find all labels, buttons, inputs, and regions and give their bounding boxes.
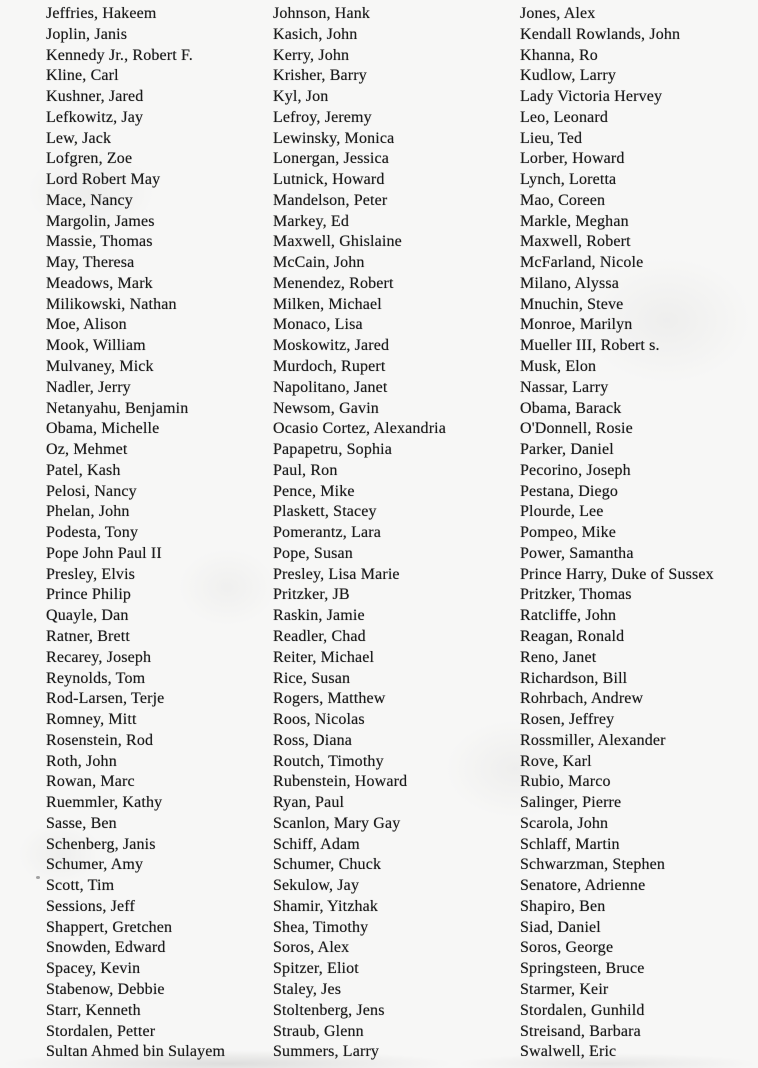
name-entry: Rosenstein, Rod bbox=[46, 731, 154, 749]
name-entry: Ratner, Brett bbox=[46, 627, 130, 645]
name-entry: Schumer, Chuck bbox=[273, 856, 382, 874]
name-entry: Paul, Ron bbox=[273, 461, 338, 479]
name-entry: Obama, Barack bbox=[520, 399, 622, 417]
name-entry: Lewinsky, Monica bbox=[273, 129, 395, 147]
name-entry: Mnuchin, Steve bbox=[520, 295, 624, 313]
name-entry: Spitzer, Eliot bbox=[273, 960, 359, 978]
scan-speck bbox=[36, 876, 40, 879]
name-entry: Scanlon, Mary Gay bbox=[273, 814, 401, 832]
name-entry: Moskowitz, Jared bbox=[273, 337, 390, 355]
name-entry: Monaco, Lisa bbox=[273, 316, 363, 334]
name-entry: Scott, Tim bbox=[46, 877, 115, 895]
name-entry: Lofgren, Zoe bbox=[46, 150, 133, 168]
name-entry: Reagan, Ronald bbox=[520, 627, 625, 645]
name-entry: Ruemmler, Kathy bbox=[46, 794, 163, 812]
name-entry: Johnson, Hank bbox=[273, 5, 371, 22]
name-entry: Nassar, Larry bbox=[520, 378, 609, 396]
name-entry: Rod-Larsen, Terje bbox=[46, 690, 165, 708]
name-entry: Monroe, Marilyn bbox=[520, 316, 633, 334]
name-entry: Presley, Elvis bbox=[46, 565, 136, 583]
name-entry: Rowan, Marc bbox=[46, 773, 135, 791]
name-entry: Ratcliffe, John bbox=[520, 607, 617, 625]
name-entry: Reno, Janet bbox=[520, 648, 597, 666]
name-entry: Lefkowitz, Jay bbox=[46, 108, 144, 126]
name-entry: Kasich, John bbox=[273, 25, 358, 43]
name-entry: Rubio, Marco bbox=[520, 773, 611, 791]
name-entry: Pope, Susan bbox=[273, 544, 353, 562]
name-entry: Rossmiller, Alexander bbox=[520, 731, 666, 749]
name-entry: Reiter, Michael bbox=[273, 648, 375, 666]
name-entry: Stoltenberg, Jens bbox=[273, 1001, 385, 1019]
name-entry: Pritzker, Thomas bbox=[520, 586, 632, 604]
name-entry: Obama, Michelle bbox=[46, 420, 160, 438]
name-entry: Mook, William bbox=[46, 337, 146, 355]
name-entry: Menendez, Robert bbox=[273, 274, 394, 292]
name-entry: Pecorino, Joseph bbox=[520, 461, 631, 479]
name-entry: Shappert, Gretchen bbox=[46, 918, 173, 936]
name-entry: Milikowski, Nathan bbox=[46, 295, 177, 313]
name-entry: Schwarzman, Stephen bbox=[520, 856, 666, 874]
name-entry: Roth, John bbox=[46, 752, 117, 770]
name-entry: Sultan Ahmed bin Sulayem bbox=[46, 1043, 226, 1061]
name-entry: Shamir, Yitzhak bbox=[273, 897, 378, 915]
name-entry: McFarland, Nicole bbox=[520, 254, 644, 272]
name-entry: Prince Philip bbox=[46, 586, 132, 604]
name-entry: Raskin, Jamie bbox=[273, 607, 365, 625]
name-entry: Starr, Kenneth bbox=[46, 1001, 141, 1019]
name-entry: Pence, Mike bbox=[273, 482, 355, 500]
name-entry: Kline, Carl bbox=[46, 67, 119, 85]
name-entry: O'Donnell, Rosie bbox=[520, 420, 633, 438]
name-entry: Mao, Coreen bbox=[520, 191, 606, 209]
name-entry: Swalwell, Eric bbox=[520, 1043, 617, 1061]
name-entry: Lonergan, Jessica bbox=[273, 150, 389, 168]
name-entry: Kushner, Jared bbox=[46, 88, 144, 106]
name-entry: Murdoch, Rupert bbox=[273, 358, 386, 376]
name-entry: Power, Samantha bbox=[520, 544, 634, 562]
name-entry: Rove, Karl bbox=[520, 752, 592, 770]
name-entry: Massie, Thomas bbox=[46, 233, 153, 251]
name-entry: Spacey, Kevin bbox=[46, 960, 141, 978]
name-entry: Springsteen, Bruce bbox=[520, 960, 645, 978]
name-entry: Sasse, Ben bbox=[46, 814, 117, 832]
name-entry: Stordalen, Petter bbox=[46, 1022, 156, 1040]
name-entry: Papapetru, Sophia bbox=[273, 441, 392, 459]
name-entry: Pestana, Diego bbox=[520, 482, 619, 500]
name-column-3 bbox=[520, 4, 756, 1063]
name-entry: Mandelson, Peter bbox=[273, 191, 388, 209]
name-entry: Moe, Alison bbox=[46, 316, 127, 334]
name-entry: Recarey, Joseph bbox=[46, 648, 152, 666]
name-entry: Markle, Meghan bbox=[520, 212, 629, 230]
name-entry: Lefroy, Jeremy bbox=[273, 108, 372, 126]
name-entry: Pelosi, Nancy bbox=[46, 482, 137, 500]
name-entry: Milken, Michael bbox=[273, 295, 382, 313]
name-entry: Staley, Jes bbox=[273, 980, 342, 998]
name-entry: Jeffries, Hakeem bbox=[46, 5, 157, 22]
name-entry: Ocasio Cortez, Alexandria bbox=[273, 420, 447, 438]
name-entry: Mace, Nancy bbox=[46, 191, 133, 209]
name-column-1 bbox=[46, 4, 272, 1063]
name-entry: Soros, George bbox=[520, 939, 614, 957]
name-entry: Oz, Mehmet bbox=[46, 441, 128, 459]
name-entry: Schumer, Amy bbox=[46, 856, 144, 874]
name-entry: Rogers, Matthew bbox=[273, 690, 386, 708]
name-entry: Leo, Leonard bbox=[520, 108, 608, 126]
name-entry: Routch, Timothy bbox=[273, 752, 384, 770]
name-entry: Lieu, Ted bbox=[520, 129, 583, 147]
name-entry: Maxwell, Robert bbox=[520, 233, 631, 251]
name-entry: Lady Victoria Hervey bbox=[520, 88, 663, 106]
name-entry: Pomerantz, Lara bbox=[273, 524, 381, 542]
name-entry: Kerry, John bbox=[273, 46, 350, 64]
name-entry: Soros, Alex bbox=[273, 939, 350, 957]
name-entry: Rubenstein, Howard bbox=[273, 773, 408, 791]
name-entry: Nadler, Jerry bbox=[46, 378, 131, 396]
name-entry: Schlaff, Martin bbox=[520, 835, 620, 853]
name-entry: Streisand, Barbara bbox=[520, 1022, 641, 1040]
name-entry: Pompeo, Mike bbox=[520, 524, 617, 542]
name-entry: Markey, Ed bbox=[273, 212, 349, 230]
name-entry: Romney, Mitt bbox=[46, 711, 137, 729]
name-column-2 bbox=[273, 4, 517, 1063]
name-entry: Kyl, Jon bbox=[273, 88, 329, 106]
name-entry: Starmer, Keir bbox=[520, 980, 609, 998]
name-entry: May, Theresa bbox=[46, 254, 135, 272]
name-entry: Meadows, Mark bbox=[46, 274, 153, 292]
name-entry: Shapiro, Ben bbox=[520, 897, 606, 915]
name-entry: Presley, Lisa Marie bbox=[273, 565, 400, 583]
name-entry: Netanyahu, Benjamin bbox=[46, 399, 189, 417]
name-entry: Schiff, Adam bbox=[273, 835, 360, 853]
name-entry: Patel, Kash bbox=[46, 461, 121, 479]
name-entry: Kudlow, Larry bbox=[520, 67, 616, 85]
name-entry: Podesta, Tony bbox=[46, 524, 139, 542]
name-entry: Salinger, Pierre bbox=[520, 794, 622, 812]
name-entry: Richardson, Bill bbox=[520, 669, 628, 687]
name-entry: Schenberg, Janis bbox=[46, 835, 156, 853]
name-entry: Khanna, Ro bbox=[520, 46, 598, 64]
name-entry: Shea, Timothy bbox=[273, 918, 369, 936]
name-entry: Joplin, Janis bbox=[46, 25, 128, 43]
name-entry: Lord Robert May bbox=[46, 171, 161, 189]
name-entry: Stabenow, Debbie bbox=[46, 980, 165, 998]
name-entry: Newsom, Gavin bbox=[273, 399, 379, 417]
name-entry: Kendall Rowlands, John bbox=[520, 25, 681, 43]
name-entry: Ryan, Paul bbox=[273, 794, 345, 812]
name-entry: Lutnick, Howard bbox=[273, 171, 385, 189]
name-entry: Pope John Paul II bbox=[46, 544, 162, 562]
name-entry: Summers, Larry bbox=[273, 1043, 380, 1061]
name-entry: Ross, Diana bbox=[273, 731, 352, 749]
name-entry: Plourde, Lee bbox=[520, 503, 604, 521]
name-entry: Rice, Susan bbox=[273, 669, 351, 687]
name-entry: Quayle, Dan bbox=[46, 607, 129, 625]
name-entry: Senatore, Adrienne bbox=[520, 877, 646, 895]
name-entry: Margolin, James bbox=[46, 212, 155, 230]
name-entry: Straub, Glenn bbox=[273, 1022, 364, 1040]
name-entry: Pritzker, JB bbox=[273, 586, 350, 604]
name-entry: Jones, Alex bbox=[520, 5, 596, 22]
name-entry: Sekulow, Jay bbox=[273, 877, 360, 895]
name-entry: Rosen, Jeffrey bbox=[520, 711, 615, 729]
name-entry: Milano, Alyssa bbox=[520, 274, 619, 292]
name-entry: Reynolds, Tom bbox=[46, 669, 146, 687]
name-entry: Lynch, Loretta bbox=[520, 171, 617, 189]
name-entry: Napolitano, Janet bbox=[273, 378, 388, 396]
name-entry: Mulvaney, Mick bbox=[46, 358, 154, 376]
name-entry: McCain, John bbox=[273, 254, 365, 272]
name-entry: Phelan, John bbox=[46, 503, 130, 521]
name-entry: Parker, Daniel bbox=[520, 441, 614, 459]
name-entry: Mueller III, Robert s. bbox=[520, 337, 660, 355]
name-entry: Lew, Jack bbox=[46, 129, 112, 147]
name-entry: Maxwell, Ghislaine bbox=[273, 233, 402, 251]
name-entry: Lorber, Howard bbox=[520, 150, 625, 168]
name-entry: Kennedy Jr., Robert F. bbox=[46, 46, 193, 64]
name-entry: Scarola, John bbox=[520, 814, 609, 832]
name-entry: Stordalen, Gunhild bbox=[520, 1001, 645, 1019]
name-entry: Snowden, Edward bbox=[46, 939, 166, 957]
name-entry: Rohrbach, Andrew bbox=[520, 690, 644, 708]
name-entry: Prince Harry, Duke of Sussex bbox=[520, 565, 714, 583]
name-entry: Krisher, Barry bbox=[273, 67, 367, 85]
name-entry: Siad, Daniel bbox=[520, 918, 601, 936]
name-entry: Roos, Nicolas bbox=[273, 711, 365, 729]
name-entry: Plaskett, Stacey bbox=[273, 503, 377, 521]
name-entry: Readler, Chad bbox=[273, 627, 366, 645]
name-entry: Sessions, Jeff bbox=[46, 897, 135, 915]
name-entry: Musk, Elon bbox=[520, 358, 597, 376]
